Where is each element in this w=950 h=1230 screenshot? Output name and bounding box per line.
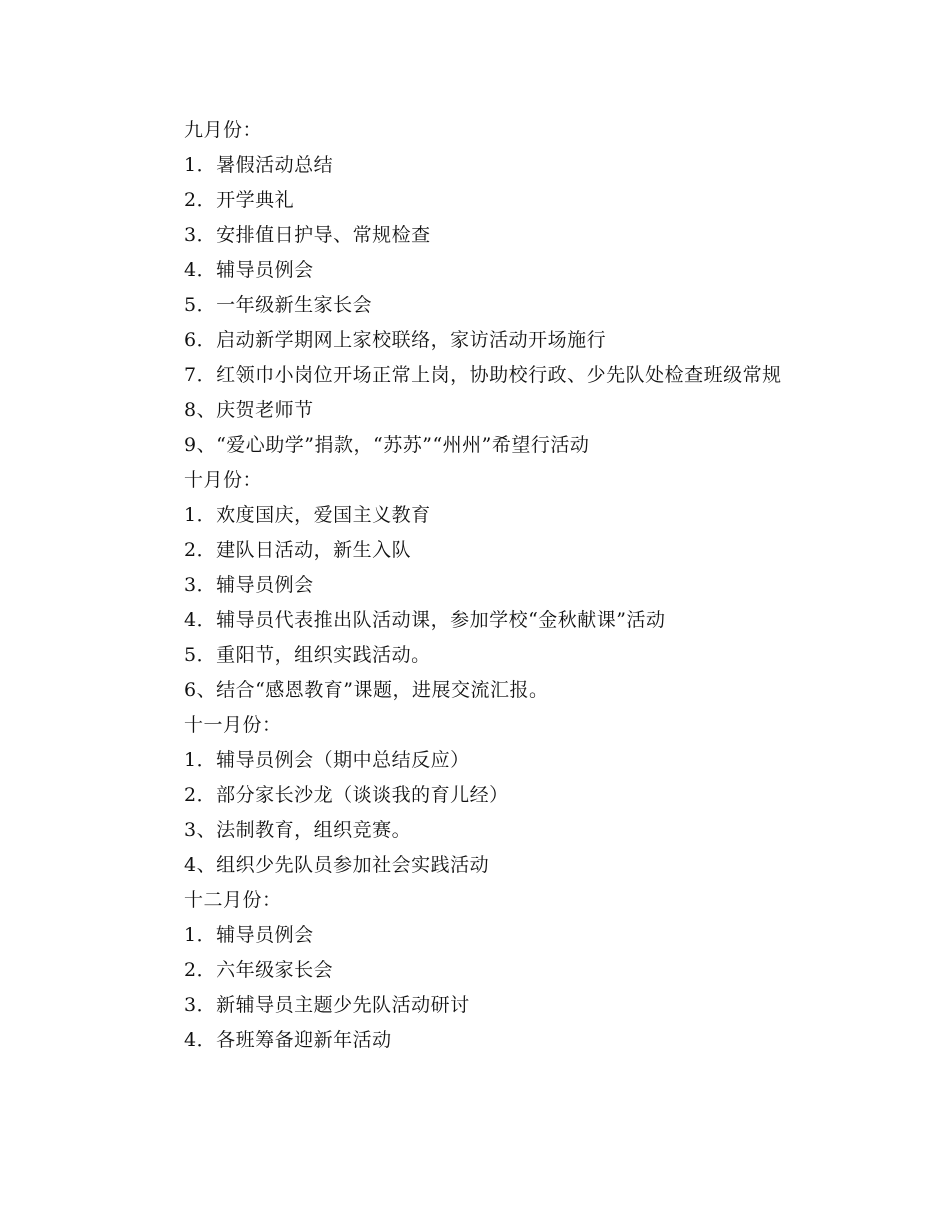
- list-item: 6、结合“感恩教育”课题，进展交流汇报。: [184, 679, 549, 701]
- list-item: 9、“爱心助学”捐款，“苏苏”“州州”希望行活动: [184, 434, 590, 456]
- list-item: 4．辅导员例会: [184, 259, 314, 281]
- list-item: 3、法制教育，组织竞赛。: [184, 819, 412, 841]
- list-item: 8、庆贺老师节: [184, 399, 314, 421]
- list-item: 3．新辅导员主题少先队活动研讨: [184, 994, 470, 1016]
- list-item: 4、组织少先队员参加社会实践活动: [184, 854, 490, 876]
- document-body: [140, 113, 830, 1058]
- month-heading-september: 九月份：: [184, 119, 263, 141]
- list-item: 5．一年级新生家长会: [184, 294, 373, 316]
- list-item: 2．开学典礼: [184, 189, 295, 211]
- month-heading-november: 十一月份：: [184, 714, 282, 736]
- list-item: 1．暑假活动总结: [184, 154, 334, 176]
- month-heading-december: 十二月份：: [184, 889, 282, 911]
- list-item: 4．辅导员代表推出队活动课，参加学校“金秋献课”活动: [184, 609, 666, 631]
- month-heading-october: 十月份：: [184, 469, 263, 491]
- list-item: 1．欢度国庆，爱国主义教育: [184, 504, 431, 526]
- list-item: 1．辅导员例会: [184, 924, 314, 946]
- list-item: 7．红领巾小岗位开场正常上岗，协助校行政、少先队处检查班级常规: [184, 364, 782, 386]
- list-item: 2．六年级家长会: [184, 959, 334, 981]
- list-item: 2．部分家长沙龙（谈谈我的育儿经）: [184, 784, 509, 806]
- list-item: 4．各班筹备迎新年活动: [184, 1029, 392, 1051]
- list-item: 5．重阳节，组织实践活动。: [184, 644, 431, 666]
- list-item: 6．启动新学期网上家校联络，家访活动开场施行: [184, 329, 607, 351]
- list-item: 3．安排值日护导、常规检查: [184, 224, 431, 246]
- list-item: 2．建队日活动，新生入队: [184, 539, 412, 561]
- list-item: 3．辅导员例会: [184, 574, 314, 596]
- list-item: 1．辅导员例会（期中总结反应）: [184, 749, 470, 771]
